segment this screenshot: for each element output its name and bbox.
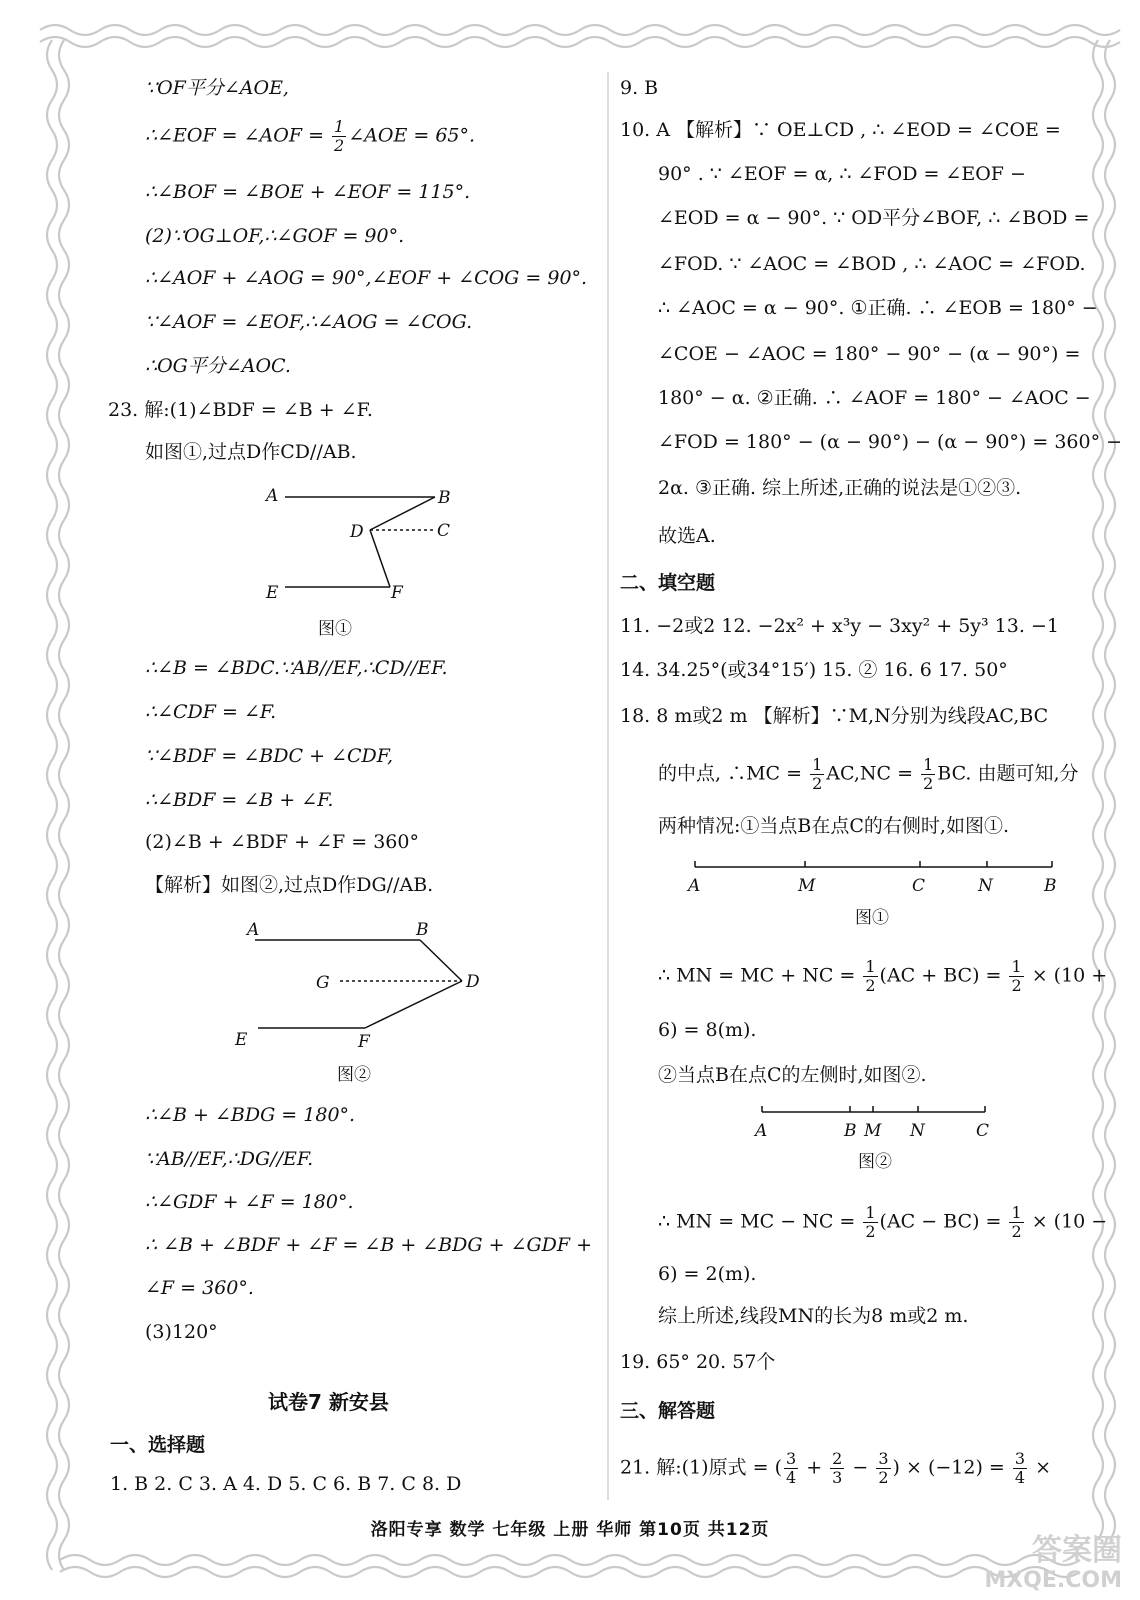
right-line-5: ∠FOD. ∵ ∠AOC = ∠BOD , ∴ ∠AOC = ∠FOD. — [658, 253, 1086, 275]
label-c: C — [437, 521, 451, 541]
section-heading-fill: 二、填空题 — [620, 572, 716, 594]
label-e: E — [266, 583, 279, 603]
text-segment: + — [800, 1456, 829, 1479]
denominator: 4 — [785, 1468, 797, 1487]
left-line-21: (3)120° — [145, 1321, 218, 1343]
text-segment: ∠AOE = 65°. — [348, 124, 476, 147]
label-e: E — [235, 1030, 248, 1050]
left-line-6: ∵∠AOF = ∠EOF,∴∠AOG = ∠COG. — [145, 311, 473, 333]
numerator: 2 — [832, 1449, 843, 1468]
denominator: 4 — [1014, 1468, 1026, 1487]
right-line-7: ∠COE − ∠AOC = 180° − 90° − (α − 90°) = — [658, 343, 1081, 365]
numerator: 1 — [1011, 957, 1022, 976]
right-line-19: ②当点B在点C的左侧时,如图②. — [658, 1064, 927, 1086]
fraction — [863, 1204, 877, 1241]
right-line-1: 9. B — [620, 77, 659, 99]
numerator: 1 — [334, 117, 345, 136]
text-segment: ∴ MN = MC − NC = — [658, 1210, 862, 1233]
left-line-4: (2)∵OG⊥OF,∴∠GOF = 90°. — [145, 225, 405, 247]
fraction — [784, 1450, 798, 1487]
left-line-17: ∵AB//EF,∴DG//EF. — [145, 1148, 314, 1170]
point-label: A — [755, 1121, 768, 1141]
left-line-3: ∴∠BOF = ∠BOE + ∠EOF = 115°. — [145, 181, 471, 203]
text-segment: AC,NC = — [826, 762, 920, 785]
text-segment: (AC + BC) = — [879, 964, 1008, 987]
right-line-8: 180° − α. ②正确. ∴ ∠AOF = 180° − ∠AOC − — [658, 387, 1091, 409]
label-d: D — [466, 972, 480, 992]
right-line-16: 两种情况:①当点B在点C的右侧时,如图①. — [658, 815, 1009, 837]
right-line-10: 2α. ③正确. 综上所述,正确的说法是①②③. — [658, 477, 1022, 499]
denominator: 2 — [1011, 976, 1022, 995]
right-line-17 — [658, 958, 1107, 995]
text-segment: × — [1029, 1456, 1052, 1479]
figure-1-diagram — [260, 480, 460, 605]
text-segment: ∴∠EOF = ∠AOF = — [145, 124, 331, 147]
left-line-15: 【解析】如图②,过点D作DG//AB. — [145, 874, 434, 896]
denominator: 2 — [1011, 1222, 1022, 1241]
denominator: 2 — [812, 774, 823, 793]
left-line-19: ∴ ∠B + ∠BDF + ∠F = ∠B + ∠BDG + ∠GDF + — [145, 1234, 593, 1256]
point-label: C — [976, 1121, 990, 1141]
segment-df — [370, 530, 390, 587]
text-segment: 21. 解:(1)原式 = ( — [620, 1456, 782, 1479]
fraction — [332, 118, 346, 155]
left-line-5: ∴∠AOF + ∠AOG = 90°,∠EOF + ∠COG = 90°. — [145, 267, 588, 289]
right-line-6: ∴ ∠AOC = α − 90°. ①正确. ∴ ∠EOB = 180° − — [658, 297, 1098, 319]
left-line-14: (2)∠B + ∠BDF + ∠F = 360° — [145, 831, 419, 853]
point-label: B — [1044, 876, 1057, 896]
right-line-21: 6) = 2(m). — [658, 1263, 757, 1285]
numerator: 1 — [1011, 1203, 1022, 1222]
left-line-12: ∵∠BDF = ∠BDC + ∠CDF, — [145, 745, 393, 767]
fraction — [1009, 1204, 1023, 1241]
label-b: B — [416, 920, 429, 940]
left-line-20: ∠F = 360°. — [145, 1277, 254, 1299]
figure-1-caption: 图① — [318, 619, 352, 639]
number-line-2-caption: 图② — [858, 1152, 892, 1172]
text-segment: 的中点, ∴MC = — [658, 762, 809, 785]
watermark-url: MXQE.COM — [984, 1568, 1122, 1593]
right-line-15 — [658, 756, 1079, 793]
denominator: 2 — [334, 136, 345, 155]
segment-bd — [420, 940, 462, 981]
text-segment: − — [846, 1456, 875, 1479]
watermark-text: 答案圈 — [1032, 1533, 1122, 1568]
text-segment: × (10 − — [1025, 1210, 1108, 1233]
numerator: 1 — [923, 755, 934, 774]
left-line-18: ∴∠GDF + ∠F = 180°. — [145, 1191, 354, 1213]
left-line-1: ∵OF平分∠AOE, — [145, 77, 289, 99]
denominator: 3 — [832, 1468, 843, 1487]
figure-2-diagram — [230, 915, 500, 1055]
right-line-11: 故选A. — [658, 525, 716, 547]
section-heading-solve: 三、解答题 — [620, 1400, 716, 1422]
point-label: A — [688, 876, 701, 896]
right-line-4: ∠EOD = α − 90°. ∵ OD平分∠BOF, ∴ ∠BOD = — [658, 207, 1090, 229]
numerator: 3 — [785, 1449, 797, 1468]
right-line-2: 10. A 【解析】∵ OE⊥CD , ∴ ∠EOD = ∠COE = — [620, 119, 1061, 141]
numerator: 1 — [812, 755, 823, 774]
segment-df — [365, 981, 462, 1028]
point-label: C — [912, 876, 926, 896]
left-line-13: ∴∠BDF = ∠B + ∠F. — [145, 789, 334, 811]
label-g: G — [316, 973, 330, 993]
left-line-7: ∴OG平分∠AOC. — [145, 355, 291, 377]
right-line-20 — [658, 1204, 1107, 1241]
label-f: F — [358, 1032, 370, 1052]
page-footer: 洛阳专享 数学 七年级 上册 华师 第10页 共12页 — [370, 1520, 770, 1540]
number-line-1 — [680, 855, 1070, 897]
paper-title: 试卷7 新安县 — [268, 1390, 389, 1414]
figure-2-caption: 图② — [337, 1065, 371, 1085]
text-segment: ∴ MN = MC + NC = — [658, 964, 862, 987]
label-d: D — [350, 522, 364, 542]
numerator: 3 — [878, 1449, 889, 1468]
section-heading-choice: 一、选择题 — [110, 1434, 206, 1456]
fraction — [830, 1450, 844, 1487]
fraction — [863, 958, 877, 995]
text-segment: (AC − BC) = — [879, 1210, 1008, 1233]
right-line-22: 综上所述,线段MN的长为8 m或2 m. — [658, 1305, 969, 1327]
fraction — [876, 1450, 890, 1487]
number-line-1-caption: 图① — [855, 908, 889, 928]
right-line-3: 90° . ∵ ∠EOF = α, ∴ ∠FOD = ∠EOF − — [658, 163, 1026, 185]
right-line-9: ∠FOD = 180° − (α − 90°) − (α − 90°) = 360° − — [658, 431, 1123, 453]
denominator: 2 — [878, 1468, 889, 1487]
point-label: M — [798, 876, 816, 896]
segment-bd — [370, 497, 435, 530]
denominator: 2 — [923, 774, 934, 793]
right-line-14: 18. 8 m或2 m 【解析】∵M,N分别为线段AC,BC — [620, 705, 1049, 727]
right-line-23: 19. 65° 20. 57个 — [620, 1351, 776, 1373]
point-label: M — [864, 1121, 882, 1141]
text-segment: BC. 由题可知,分 — [937, 762, 1079, 785]
text-segment: × (10 + — [1025, 964, 1108, 987]
left-line-11: ∴∠CDF = ∠F. — [145, 701, 277, 723]
denominator: 2 — [865, 976, 876, 995]
label-b: B — [438, 488, 451, 508]
fraction — [1013, 1450, 1027, 1487]
numerator: 3 — [1014, 1449, 1026, 1468]
choice-answers: 1. B 2. C 3. A 4. D 5. C 6. B 7. C 8. D — [110, 1473, 462, 1495]
watermark-logo — [984, 1533, 1122, 1596]
numerator: 1 — [865, 1203, 876, 1222]
right-line-18: 6) = 8(m). — [658, 1019, 757, 1041]
numerator: 1 — [865, 957, 876, 976]
label-a: A — [247, 920, 260, 940]
point-label: N — [910, 1121, 925, 1141]
number-line-2 — [750, 1100, 1010, 1142]
left-line-16: ∴∠B + ∠BDG = 180°. — [145, 1104, 356, 1126]
point-label: B — [844, 1121, 857, 1141]
right-line-24 — [620, 1450, 1051, 1487]
left-line-9: 如图①,过点D作CD//AB. — [145, 441, 357, 463]
fraction — [810, 756, 824, 793]
label-a: A — [266, 486, 279, 506]
fraction — [1009, 958, 1023, 995]
left-line-8: 23. 解:(1)∠BDF = ∠B + ∠F. — [108, 399, 373, 421]
denominator: 2 — [865, 1222, 876, 1241]
right-line-13: 14. 34.25°(或34°15′) 15. ② 16. 6 17. 50° — [620, 659, 1008, 681]
fraction — [921, 756, 935, 793]
left-line-2 — [145, 118, 475, 155]
right-line-12: 11. −2或2 12. −2x² + x³y − 3xy² + 5y³ 13. −1 — [620, 615, 1059, 637]
left-line-10: ∴∠B = ∠BDC.∵AB//EF,∴CD//EF. — [145, 657, 448, 679]
label-f: F — [391, 583, 403, 603]
text-segment: ) × (−12) = — [892, 1456, 1011, 1479]
point-label: N — [978, 876, 993, 896]
